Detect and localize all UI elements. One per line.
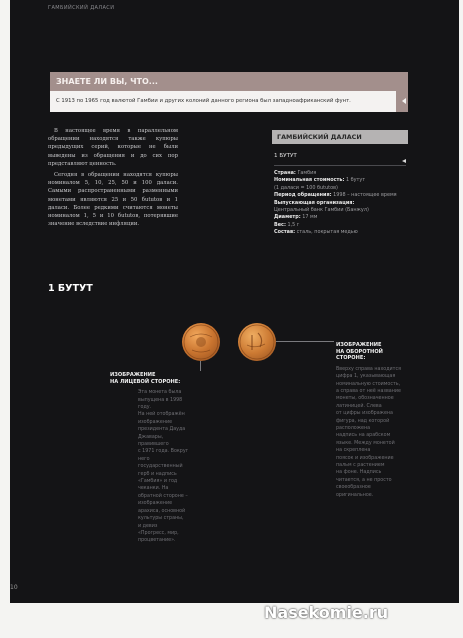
arrow-left-icon [402, 159, 406, 163]
spec-row: Страна: Гамбия [274, 170, 317, 176]
page-number: 10 [10, 584, 18, 591]
coin-section-heading: 1 БУТУТ [48, 283, 93, 294]
caption-leader-line [200, 361, 201, 371]
spec-row: (1 даласи = 100 бututов) [274, 184, 338, 191]
magazine-page [10, 0, 459, 603]
spec-row: Диаметр: 17 мм [274, 214, 318, 221]
reverse-caption-text: Вверху справа находится цифра 1, указывающая номинальную стоимость, а справа от неё название монеты, обозначенное латиницей. Слева от цифры изображена фигура, над которой расположена надпись на арабском языке. Между монетой на скреплена поясок и изображение пальм с растением на фоне. Надпись читается, а не просто своеобразное оригинальное. [336, 366, 401, 498]
coin-reverse-image [238, 323, 276, 361]
article-paragraph: Сегодня в обращении находятся купюры номиналом 5, 10, 25, 50 и 100 даласи. Самыми распространенными разменными монетами являются 25 и 50 бututов и 1 даласи. Более редкими считаются монеты номиналом 1, 5 и 10 бututов, потерявшие значение вследствие инфляции. [48, 172, 178, 228]
arrow-left-icon [396, 91, 408, 112]
obverse-caption-heading: ИЗОБРАЖЕНИЕ НА ЛИЦЕВОЙ СТОРОНЕ: [110, 372, 181, 385]
reverse-caption [336, 342, 406, 499]
info-card-subtitle: 1 БУТУТ [274, 153, 297, 159]
article-body [48, 127, 178, 231]
coin-reverse-engraving [238, 323, 276, 361]
reverse-caption-heading: ИЗОБРАЖЕНИЕ НА ОБОРОТНОЙ СТОРОНЕ: [336, 342, 383, 362]
divider [274, 165, 406, 166]
obverse-caption-text: Эта монета была выпущена в 1998 году. На ней отображён изображение президента Даудa Джавары, правившего с 1971 года. Вокруг него государственный герб и надпись «Гамбия» и год чеканки. На обратной стороне – изображение арахиса, основной культуры страны, и девиз «Прогресс, мир, процветание». [138, 390, 189, 544]
spec-row: Номинальная стоимость: 1 бутут [274, 177, 366, 184]
coin-obverse-engraving [182, 323, 220, 361]
coin-obverse-image [182, 323, 220, 361]
spec-row: Состав: сталь, покрытая медью [274, 229, 358, 236]
spec-row: Выпускающая организация: [274, 199, 355, 206]
running-head: ГАМБИЙСКИЙ ДАЛАСИ [48, 5, 115, 11]
info-card-title: ГАМБИЙСКИЙ ДАЛАСИ [272, 130, 408, 144]
coin-info-card [272, 130, 408, 237]
caption-leader-line [276, 341, 334, 342]
did-you-know-title: ЗНАЕТЕ ЛИ ВЫ, ЧТО... [50, 72, 408, 91]
spec-row: Центральный банк Гамбии (Банжул) [274, 207, 369, 214]
did-you-know-box [50, 72, 408, 112]
did-you-know-text: С 1913 по 1965 год валютой Гамбии и других колоний данного региона был западноафриканский фунт. [50, 91, 396, 112]
obverse-caption [110, 372, 190, 545]
spec-row: Вес: 1,5 г [274, 221, 300, 228]
site-watermark: Nasekomie.ru [264, 603, 389, 622]
spec-row: Период обращения: 1998 – настоящее время [274, 192, 397, 199]
article-paragraph: В настоящее время в параллельном обращении находятся также купюры предыдущих серий, которые не были выведены из обращения и до сих пор представляют ценность. [48, 128, 178, 167]
